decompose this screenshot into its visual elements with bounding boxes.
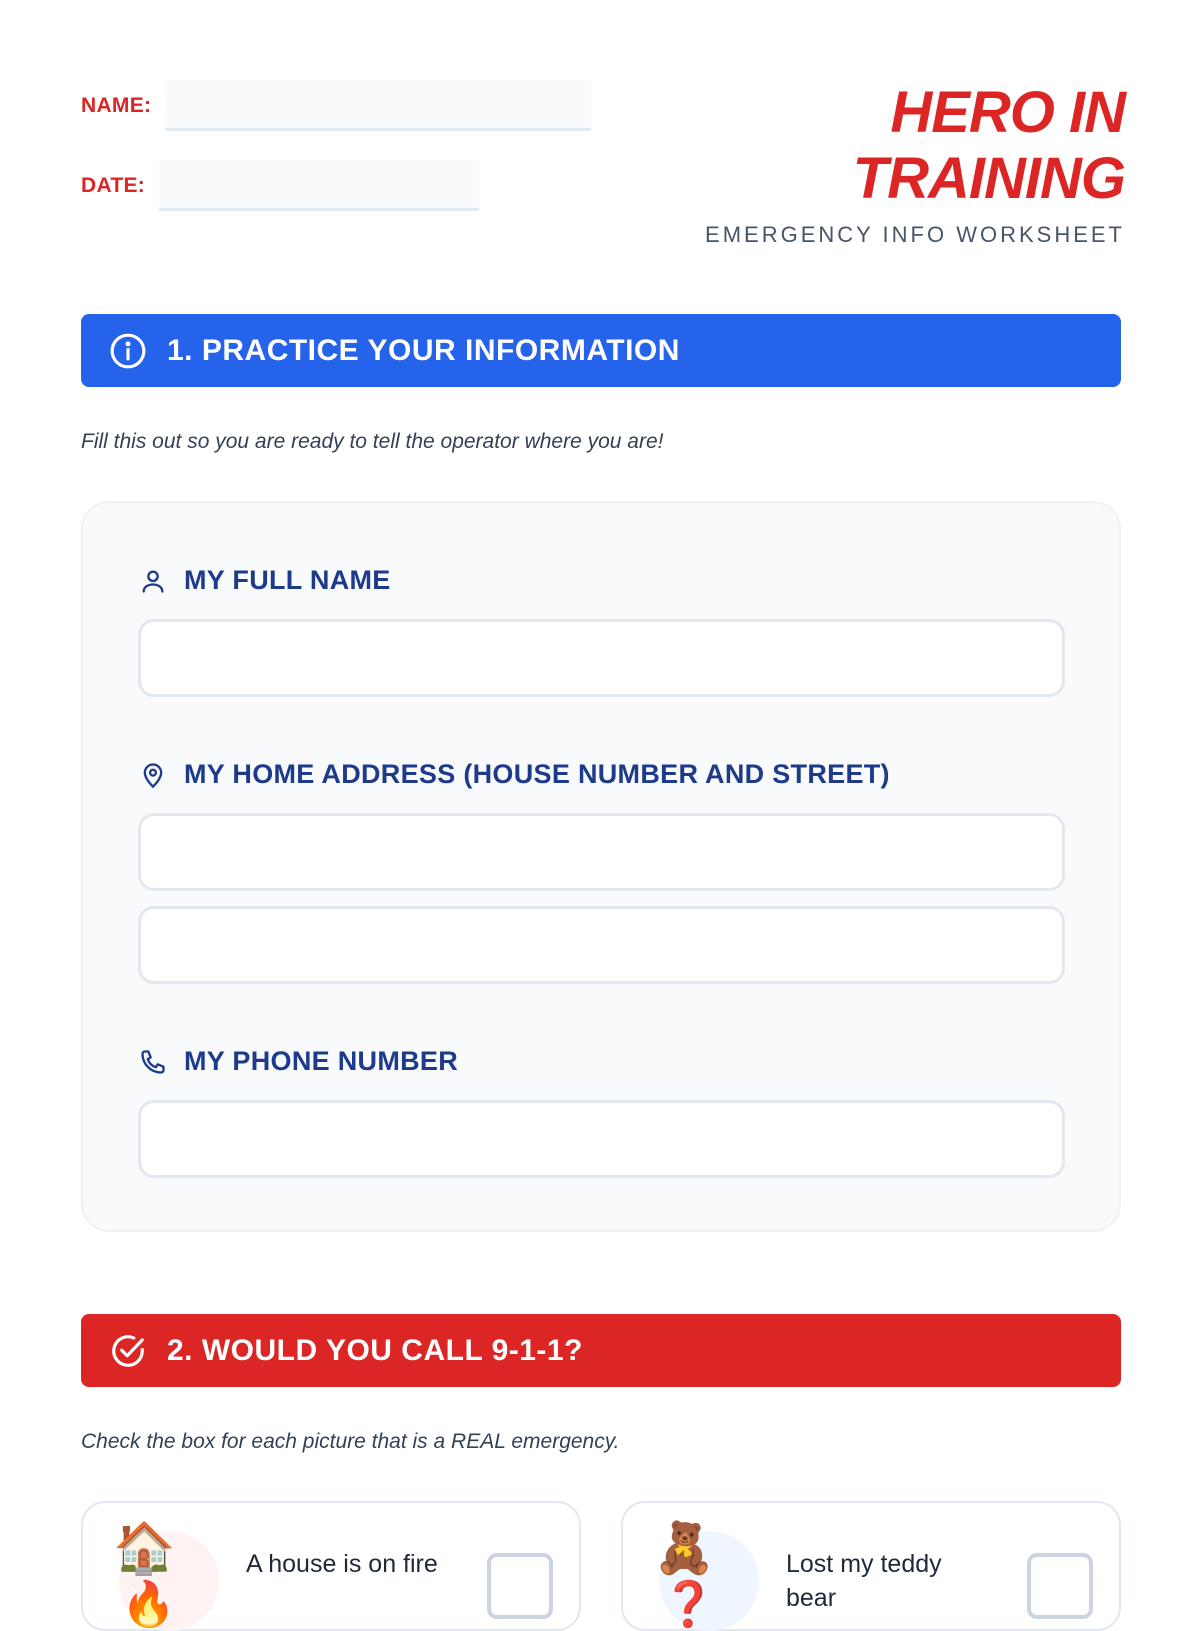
full-name-input[interactable] bbox=[138, 619, 1065, 697]
name-input[interactable] bbox=[165, 80, 591, 131]
name-row bbox=[81, 80, 591, 131]
phone-label bbox=[138, 1046, 458, 1077]
phone-label-text: MY PHONE NUMBER bbox=[184, 1046, 459, 1076]
section-1-header bbox=[81, 314, 1121, 387]
house-icon: 🏠 bbox=[113, 1519, 176, 1577]
emergency-checkbox[interactable] bbox=[1027, 1553, 1093, 1619]
check-circle-icon bbox=[108, 1331, 148, 1371]
map-pin-icon bbox=[138, 760, 168, 790]
emergency-card bbox=[621, 1501, 1121, 1631]
title-line-2: TRAINING bbox=[852, 146, 1125, 211]
question-mark-icon: ❓ bbox=[661, 1579, 716, 1630]
section-1-instruction: Fill this out so you are ready to tell the operator where you are! bbox=[81, 430, 664, 453]
emergency-card bbox=[81, 1501, 581, 1631]
phone-input[interactable] bbox=[138, 1100, 1065, 1178]
title-line-1: HERO IN bbox=[890, 80, 1125, 145]
address-input-line-1[interactable] bbox=[138, 813, 1065, 891]
worksheet-subtitle: EMERGENCY INFO WORKSHEET bbox=[705, 222, 1125, 247]
date-row bbox=[81, 160, 479, 211]
address-input-line-2[interactable] bbox=[138, 906, 1065, 984]
info-icon bbox=[108, 331, 148, 371]
full-name-label bbox=[138, 565, 391, 596]
name-label: NAME: bbox=[81, 93, 152, 117]
address-label bbox=[138, 759, 890, 790]
section-2-instruction: Check the box for each picture that is a REAL emergency. bbox=[81, 1430, 620, 1453]
emergency-text: A house is on fire bbox=[246, 1550, 438, 1578]
section-2-title: 2. WOULD YOU CALL 9-1-1? bbox=[167, 1333, 583, 1367]
teddy-bear-icon: 🧸 bbox=[653, 1519, 716, 1577]
date-input[interactable] bbox=[159, 160, 479, 211]
user-icon bbox=[138, 566, 168, 596]
phone-icon bbox=[138, 1047, 168, 1077]
fire-icon: 🔥 bbox=[121, 1579, 176, 1630]
full-name-label-text: MY FULL NAME bbox=[184, 565, 391, 595]
worksheet-title-block bbox=[705, 80, 1125, 248]
emergency-checkbox[interactable] bbox=[487, 1553, 553, 1619]
info-card bbox=[81, 501, 1121, 1232]
address-label-text: MY HOME ADDRESS (HOUSE NUMBER AND STREET) bbox=[184, 759, 890, 789]
section-1-title: 1. PRACTICE YOUR INFORMATION bbox=[167, 333, 680, 367]
emergency-text: Lost my teddy bear bbox=[786, 1550, 942, 1612]
date-label: DATE: bbox=[81, 173, 146, 197]
section-2-header bbox=[81, 1314, 1121, 1387]
